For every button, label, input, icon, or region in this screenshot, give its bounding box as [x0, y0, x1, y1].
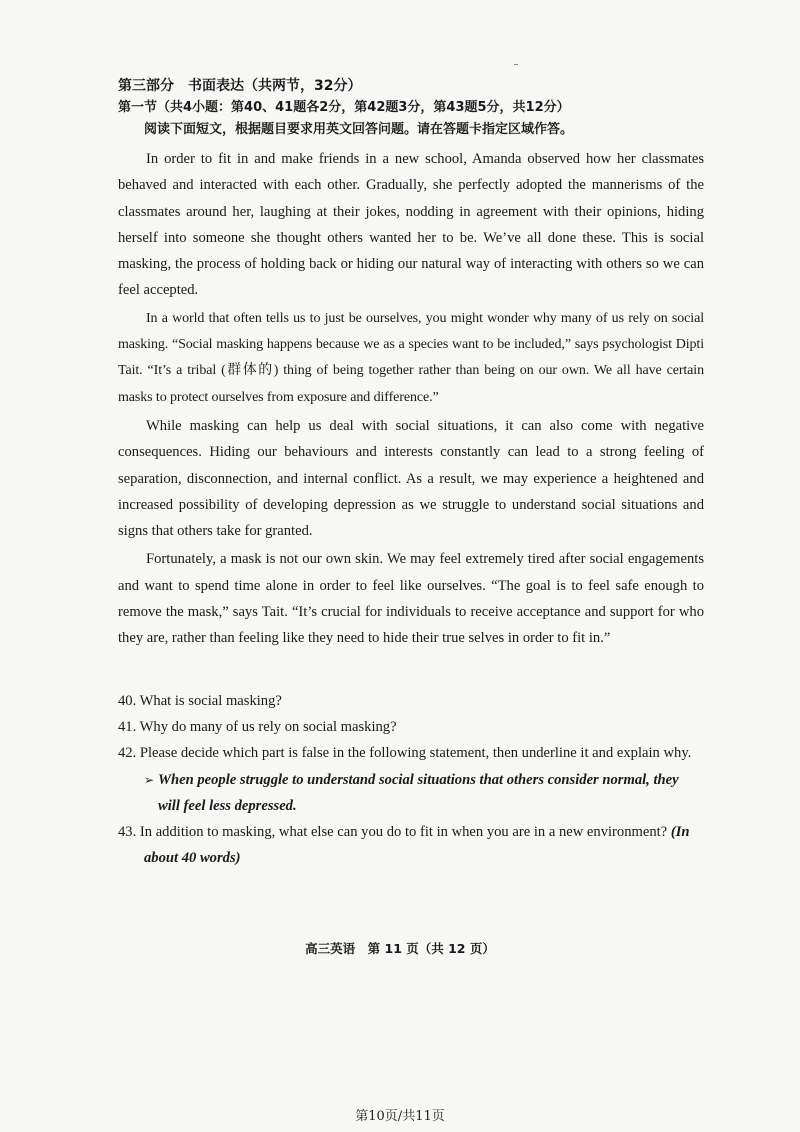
question-list: [118, 688, 704, 872]
passage-paragraph-3: While masking can help us deal with social situations, it can also come with negative consequences. Hiding our behaviours and interests constantly can lead to a strong feeling of separation, disconnection, and internal conflict. As a result, we may experience a heightened and increased possibility of developing depression as we struggle to understand social situations and signs that others take for granted.: [118, 417, 704, 540]
word-limit-note: (In about 40 words): [144, 824, 690, 867]
statement-text: When people struggle to understand social situations that others consider normal, they will feel less depressed.: [158, 771, 679, 814]
question-40: 40. What is social masking?: [118, 692, 282, 709]
instruction: 阅读下面短文，根据题目要求用英文回答问题。请在答题卡指定区域作答。: [144, 122, 574, 137]
passage-paragraph-1: In order to fit in and make friends in a new school, Amanda observed how her classmates behaved and interacted with each other. Gradually, she perfectly adopted the mannerisms of the classmates around her, laughing at their jokes, nodding in agreement with their opinions, hiding herself into someone she thought others wanted her to be. We’ve all done these. This is social masking, the process of holding back or hiding our natural way of interacting with others so we can feel accepted.: [118, 151, 704, 299]
question-42: 42. Please decide which part is false in the following statement, then underline it and explain why.: [118, 745, 692, 762]
question-41: 41. Why do many of us rely on social masking?: [118, 718, 397, 735]
passage-paragraph-2: In a world that often tells us to just be ourselves, you might wonder why many of us rely on social masking. “Social masking happens because we as a species want to be included,” says psychologist Dipti Tait. “It’s a tribal (群体的) thing of being together rather than being on our own. We all have certain masks to protect ourselves from exposure and difference.”: [118, 310, 704, 405]
question-42-statement: [144, 767, 704, 820]
exam-content: [118, 76, 704, 872]
section-title: 第一节（共4小题：第40、41题各2分，第42题3分，第43题5分，共12分）: [118, 100, 570, 115]
part-title: 第三部分 书面表达（共两节，32分）: [118, 78, 362, 94]
page-footer: 高三英语 第 11 页（共 12 页）: [305, 941, 495, 956]
question-43-text: 43. In addition to masking, what else can you do to fit in when you are in a new environment?: [118, 824, 668, 841]
arrow-bullet-icon: ➢: [144, 772, 155, 787]
page-counter: 第10页/共11页: [355, 1109, 445, 1124]
passage-paragraph-4: Fortunately, a mask is not our own skin. We may feel extremely tired after social engagements and want to spend time alone in order to feel like ourselves. “The goal is to feel safe enough to remove the mask,” says Tait. “It’s crucial for individuals to receive acceptance and support for who they are, rather than feeling like they need to hide their true selves in order to fit in.”: [118, 551, 704, 647]
scan-speck: [514, 64, 518, 65]
question-43: [118, 819, 704, 872]
